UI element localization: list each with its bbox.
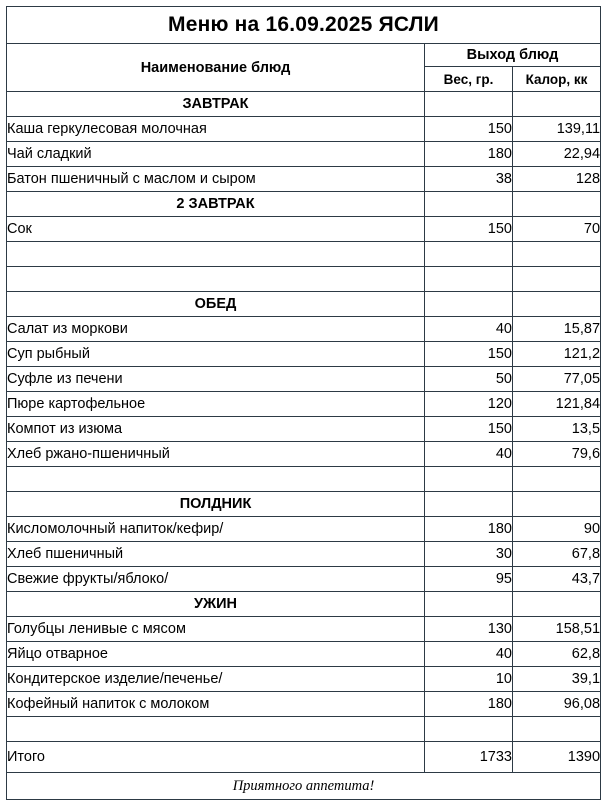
dish-name: Пюре картофельное: [7, 392, 425, 417]
row-calories: 67,8: [513, 542, 601, 567]
row-calories: 139,11: [513, 117, 601, 142]
row-calories: [513, 242, 601, 267]
row-weight: 30: [425, 542, 513, 567]
dish-name: Каша геркулесовая молочная: [7, 117, 425, 142]
dish-name: Кондитерское изделие/печенье/: [7, 667, 425, 692]
row-calories: [513, 292, 601, 317]
row-weight: [425, 717, 513, 742]
row-weight: 38: [425, 167, 513, 192]
total-calories: 1390: [513, 742, 601, 773]
table-row: [7, 692, 601, 717]
dish-name: Кофейный напиток с молоком: [7, 692, 425, 717]
row-calories: [513, 467, 601, 492]
dish-name: Свежие фрукты/яблоко/: [7, 567, 425, 592]
row-weight: 180: [425, 517, 513, 542]
column-header-group: Выход блюд: [425, 44, 601, 67]
row-weight: [425, 267, 513, 292]
table-row: [7, 567, 601, 592]
column-header-weight: Вес, гр.: [425, 67, 513, 92]
table-row: [7, 167, 601, 192]
dish-name: [7, 267, 425, 292]
row-weight: 130: [425, 617, 513, 642]
table-row: [7, 592, 601, 617]
dish-name: Кисломолочный напиток/кефир/: [7, 517, 425, 542]
row-weight: 150: [425, 117, 513, 142]
table-row: [7, 617, 601, 642]
row-calories: 128: [513, 167, 601, 192]
table-row-empty: [7, 467, 601, 492]
row-weight: 150: [425, 417, 513, 442]
row-calories: 22,94: [513, 142, 601, 167]
table-row-total: [7, 742, 601, 773]
row-calories: 39,1: [513, 667, 601, 692]
dish-name: Яйцо отварное: [7, 642, 425, 667]
meal-section-label: УЖИН: [7, 592, 425, 617]
row-weight: 120: [425, 392, 513, 417]
table-row-empty: [7, 267, 601, 292]
row-calories: 15,87: [513, 317, 601, 342]
total-label: Итого: [7, 742, 425, 773]
table-row: [7, 142, 601, 167]
menu-table: [6, 6, 601, 800]
table-row: [7, 442, 601, 467]
dish-name: Салат из моркови: [7, 317, 425, 342]
total-weight: 1733: [425, 742, 513, 773]
row-weight: 40: [425, 317, 513, 342]
table-row-empty: [7, 717, 601, 742]
row-weight: 10: [425, 667, 513, 692]
row-calories: 121,2: [513, 342, 601, 367]
row-weight: 40: [425, 642, 513, 667]
row-calories: [513, 492, 601, 517]
bon-appetit-note: Приятного аппетита!: [7, 773, 601, 800]
table-row: [7, 192, 601, 217]
table-row: [7, 667, 601, 692]
row-calories: 13,5: [513, 417, 601, 442]
row-calories: 70: [513, 217, 601, 242]
dish-name: Хлеб ржано-пшеничный: [7, 442, 425, 467]
row-calories: [513, 267, 601, 292]
table-row: [7, 317, 601, 342]
row-calories: 79,6: [513, 442, 601, 467]
meal-section-label: 2 ЗАВТРАК: [7, 192, 425, 217]
row-calories: 90: [513, 517, 601, 542]
table-row: [7, 117, 601, 142]
page-title: Меню на 16.09.2025 ЯСЛИ: [7, 7, 601, 44]
title-row: [7, 7, 601, 44]
table-row: [7, 367, 601, 392]
dish-name: Суп рыбный: [7, 342, 425, 367]
row-weight: 180: [425, 692, 513, 717]
row-calories: 96,08: [513, 692, 601, 717]
row-calories: 62,8: [513, 642, 601, 667]
row-calories: [513, 717, 601, 742]
table-row: [7, 217, 601, 242]
row-weight: 150: [425, 217, 513, 242]
row-calories: 77,05: [513, 367, 601, 392]
dish-name: Голубцы ленивые с мясом: [7, 617, 425, 642]
table-row: [7, 492, 601, 517]
row-calories: 121,84: [513, 392, 601, 417]
header-row-top: [7, 44, 601, 67]
meal-section-label: ОБЕД: [7, 292, 425, 317]
dish-name: Хлеб пшеничный: [7, 542, 425, 567]
column-header-name: Наименование блюд: [7, 44, 425, 92]
table-row: [7, 542, 601, 567]
dish-name: Сок: [7, 217, 425, 242]
row-weight: 150: [425, 342, 513, 367]
row-weight: [425, 292, 513, 317]
table-row: [7, 92, 601, 117]
table-row: [7, 417, 601, 442]
row-calories: [513, 592, 601, 617]
row-weight: 95: [425, 567, 513, 592]
dish-name: Суфле из печени: [7, 367, 425, 392]
row-weight: [425, 592, 513, 617]
table-row-empty: [7, 242, 601, 267]
row-weight: 180: [425, 142, 513, 167]
row-weight: 50: [425, 367, 513, 392]
menu-table-body: [7, 7, 601, 800]
dish-name: [7, 717, 425, 742]
dish-name: Чай сладкий: [7, 142, 425, 167]
dish-name: Компот из изюма: [7, 417, 425, 442]
dish-name: [7, 467, 425, 492]
row-weight: [425, 192, 513, 217]
column-header-calories: Калор, кк: [513, 67, 601, 92]
row-weight: [425, 467, 513, 492]
dish-name: [7, 242, 425, 267]
table-row: [7, 642, 601, 667]
dish-name: Батон пшеничный с маслом и сыром: [7, 167, 425, 192]
row-weight: [425, 492, 513, 517]
row-calories: [513, 92, 601, 117]
row-calories: 158,51: [513, 617, 601, 642]
meal-section-label: ПОЛДНИК: [7, 492, 425, 517]
row-weight: [425, 242, 513, 267]
row-weight: [425, 92, 513, 117]
table-row: [7, 342, 601, 367]
table-row: [7, 392, 601, 417]
meal-section-label: ЗАВТРАК: [7, 92, 425, 117]
table-row: [7, 517, 601, 542]
footer-row: [7, 773, 601, 800]
row-weight: 40: [425, 442, 513, 467]
row-calories: 43,7: [513, 567, 601, 592]
table-row: [7, 292, 601, 317]
row-calories: [513, 192, 601, 217]
